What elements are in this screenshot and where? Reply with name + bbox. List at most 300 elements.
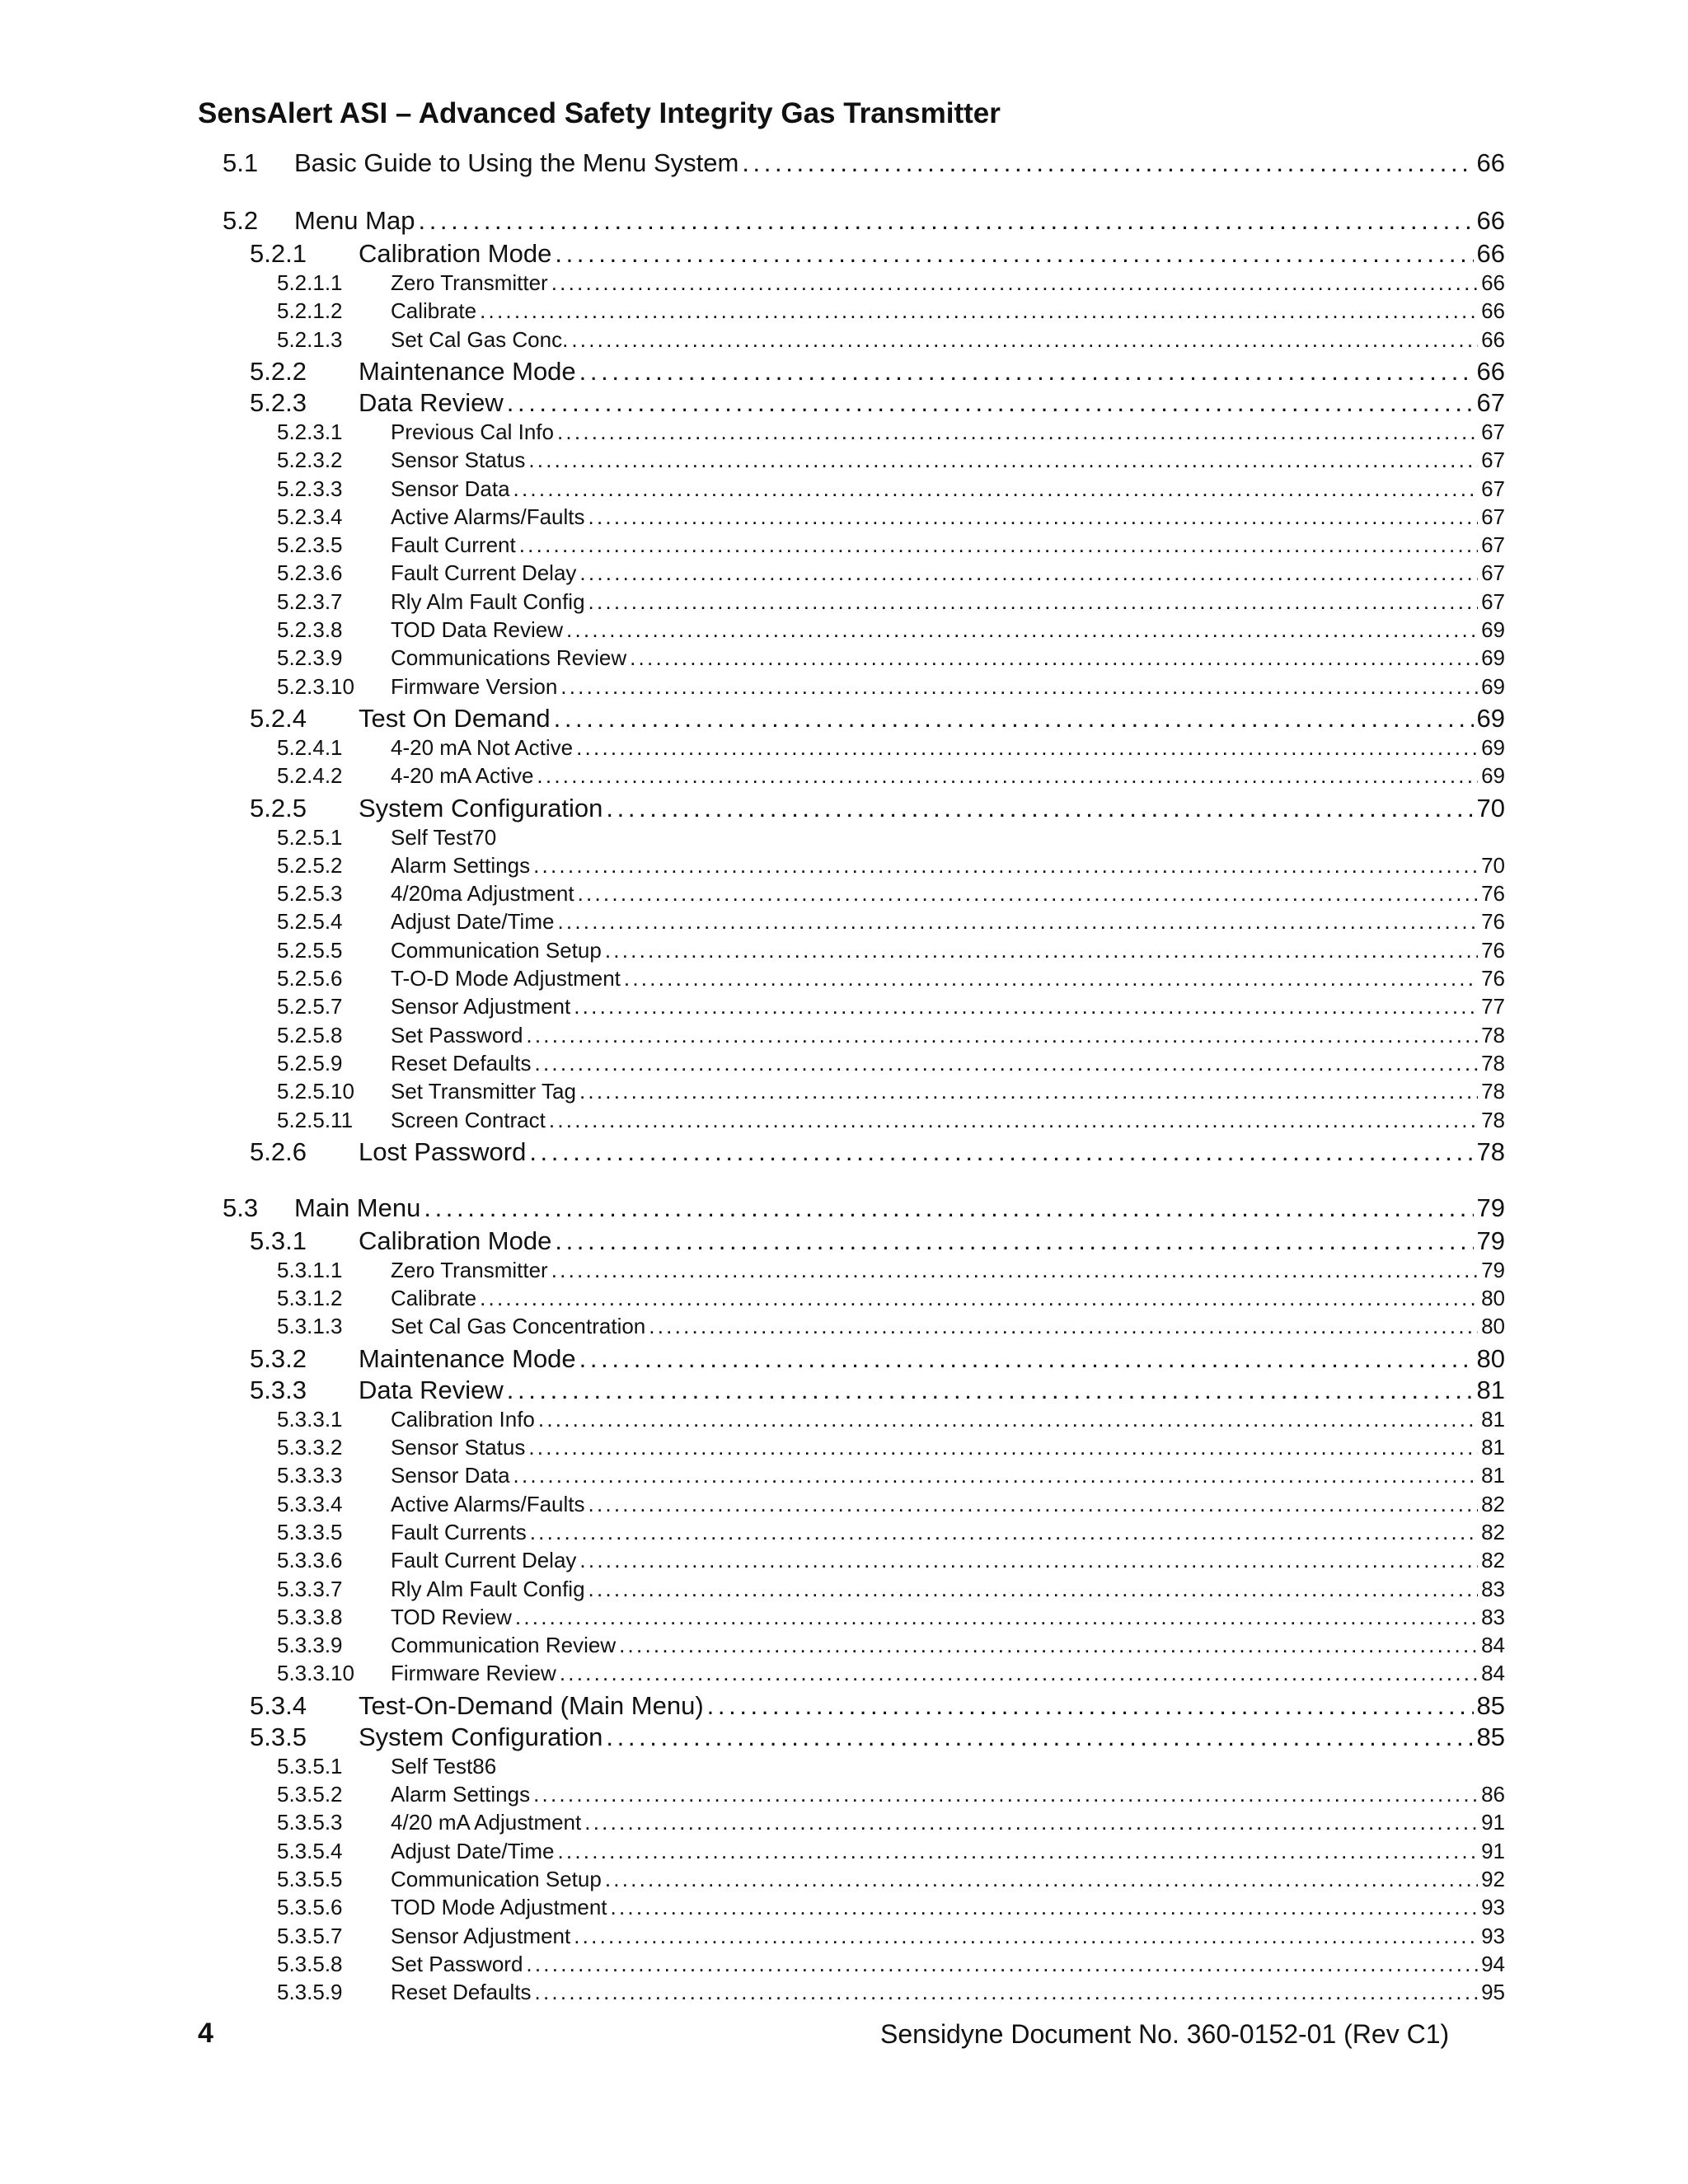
toc-entry-number: 5.2.4.1 — [277, 734, 343, 760]
toc-entry[interactable] — [277, 1492, 1505, 1517]
toc-leader-dots — [605, 1867, 1478, 1892]
toc-entry-label: Communications Review — [391, 645, 627, 671]
toc-entry[interactable] — [250, 357, 1505, 387]
toc-entry-page: 78 — [1481, 1079, 1505, 1104]
toc-entry-label: Calibration Mode — [359, 239, 552, 268]
toc-entry-label: Fault Current Delay — [391, 1548, 577, 1573]
toc-entry-page: 94 — [1481, 1951, 1505, 1976]
toc-entry-page: 66 — [1476, 206, 1505, 235]
toc-leader-dots — [418, 206, 1473, 236]
toc-entry-page: 78 — [1476, 1137, 1505, 1166]
toc-leader-dots — [480, 298, 1478, 324]
toc-entry-page: 69 — [1481, 763, 1505, 789]
toc-entry-number: 5.2.2 — [250, 356, 307, 386]
toc-entry-label: Adjust Date/Time — [391, 1838, 555, 1863]
toc-leader-dots — [533, 853, 1478, 879]
toc-entry-label: Sensor Adjustment — [391, 994, 571, 1019]
toc-leader-dots — [551, 270, 1478, 296]
toc-entry-page: 81 — [1481, 1435, 1505, 1460]
toc-entry-page: 82 — [1481, 1548, 1505, 1573]
toc-entry-label: Sensor Data — [391, 476, 510, 501]
toc-leader-dots — [588, 1492, 1479, 1517]
toc-entry[interactable] — [277, 1548, 1505, 1573]
toc-leader-dots — [513, 1463, 1479, 1488]
toc-entry-number: 5.2.3.8 — [277, 617, 343, 642]
toc-entry[interactable] — [277, 476, 1505, 502]
toc-leader-dots — [588, 504, 1479, 530]
toc-leader-dots — [538, 1407, 1478, 1432]
toc-entry-label: 4/20 mA Adjustment — [391, 1810, 582, 1835]
toc-entry-label: 4/20ma Adjustment — [391, 881, 574, 907]
toc-entry-label: Calibrate — [391, 1286, 477, 1311]
toc-entry-page: 76 — [1481, 909, 1505, 935]
toc-entry-page: 84 — [1481, 1661, 1505, 1686]
toc-entry-number: 5.3.3 — [250, 1375, 307, 1404]
document-title: SensAlert ASI – Advanced Safety Integrity Gas Transmitter — [198, 97, 1001, 129]
toc-entry[interactable] — [250, 1226, 1505, 1256]
toc-entry[interactable] — [250, 794, 1505, 823]
toc-entry-number: 5.3 — [223, 1193, 259, 1222]
toc-entry-label: Sensor Status — [391, 1435, 526, 1460]
toc-entry-label: Basic Guide to Using the Menu System — [294, 148, 739, 177]
toc-entry-page: 91 — [1481, 1810, 1505, 1835]
toc-leader-dots — [649, 1314, 1478, 1339]
toc-entry-label: Menu Map — [294, 206, 415, 235]
toc-leader-dots — [526, 1952, 1478, 1977]
toc-entry-number: 5.3.3.6 — [277, 1548, 343, 1573]
toc-entry-page: 69 — [1481, 617, 1505, 642]
toc-entry[interactable] — [250, 1376, 1505, 1405]
toc-entry-label: Self Test86 — [391, 1753, 497, 1779]
toc-entry-label: Communication Setup — [391, 1866, 602, 1891]
toc-entry-page: 85 — [1476, 1722, 1505, 1751]
toc-entry-number: 5.2.1 — [250, 239, 307, 268]
toc-entry-page: 67 — [1481, 448, 1505, 473]
toc-entry-page: 85 — [1476, 1690, 1505, 1720]
toc-leader-dots — [742, 148, 1473, 178]
toc-entry-number: 5.3.3.3 — [277, 1463, 343, 1488]
toc-entry-label: Maintenance Mode — [359, 1343, 576, 1373]
toc-entry-number: 5.1 — [223, 148, 259, 177]
toc-leader-dots — [529, 1137, 1473, 1167]
toc-leader-dots — [579, 1548, 1478, 1573]
toc-leader-dots — [480, 1286, 1478, 1311]
toc-entry-page: 70 — [1476, 793, 1505, 823]
toc-entry[interactable] — [250, 1137, 1505, 1167]
toc-entry-label: Active Alarms/Faults — [391, 1491, 585, 1516]
toc-entry-page: 81 — [1476, 1375, 1505, 1404]
toc-entry-number: 5.2.3.10 — [277, 673, 354, 699]
toc-entry-number: 5.2.3 — [250, 387, 307, 417]
toc-entry-number: 5.2.3.7 — [277, 588, 343, 614]
toc-entry[interactable] — [277, 1605, 1505, 1630]
toc-entry-label: Reset Defaults — [391, 1980, 532, 2005]
toc-leader-dots — [515, 1605, 1478, 1630]
toc-leader-dots — [574, 994, 1478, 1019]
toc-entry[interactable] — [277, 1258, 1505, 1283]
toc-entry[interactable] — [277, 617, 1505, 643]
toc-entry-page: 76 — [1481, 937, 1505, 963]
toc-entry-page: 91 — [1481, 1838, 1505, 1863]
toc-entry[interactable] — [250, 388, 1505, 418]
toc-entry-label: Set Cal Gas Concentration — [391, 1314, 646, 1339]
toc-entry[interactable] — [277, 1314, 1505, 1339]
toc-entry-page: 79 — [1481, 1257, 1505, 1282]
toc-leader-dots — [588, 589, 1479, 615]
toc-leader-dots — [560, 674, 1478, 700]
toc-entry-label: 4-20 mA Active — [391, 763, 534, 789]
toc-entry[interactable] — [223, 148, 1505, 178]
toc-entry[interactable] — [277, 1435, 1505, 1460]
toc-entry-number: 5.3.1.1 — [277, 1257, 343, 1282]
toc-entry-label: System Configuration — [359, 793, 603, 823]
toc-entry[interactable] — [277, 1286, 1505, 1311]
toc-leader-dots — [533, 1782, 1478, 1807]
toc-entry[interactable] — [277, 1407, 1505, 1432]
toc-entry-number: 5.3.3.2 — [277, 1435, 343, 1460]
toc-entry-number: 5.3.5.5 — [277, 1866, 343, 1891]
toc-entry[interactable] — [277, 735, 1505, 761]
toc-entry-page: 67 — [1481, 588, 1505, 614]
toc-entry-number: 5.2 — [223, 206, 259, 235]
toc-entry-number: 5.3.5.7 — [277, 1923, 343, 1948]
toc-entry-number: 5.3.1 — [250, 1226, 307, 1255]
toc-entry[interactable] — [277, 504, 1505, 530]
toc-leader-dots — [507, 1376, 1474, 1405]
toc-entry-page: 67 — [1481, 532, 1505, 558]
toc-entry-page: 66 — [1476, 239, 1505, 268]
toc-entry-number: 5.3.3.4 — [277, 1491, 343, 1516]
toc-entry-label: 4-20 mA Not Active — [391, 734, 574, 760]
toc-entry-page: 67 — [1481, 476, 1505, 501]
toc-entry[interactable] — [277, 1952, 1505, 1977]
toc-entry-number: 5.2.6 — [250, 1137, 307, 1166]
toc-entry[interactable] — [277, 1079, 1505, 1104]
toc-entry-page: 81 — [1481, 1406, 1505, 1432]
toc-entry[interactable] — [277, 1924, 1505, 1949]
toc-entry-number: 5.2.5.10 — [277, 1079, 354, 1104]
toc-leader-dots — [611, 1895, 1479, 1920]
toc-entry-page: 77 — [1481, 994, 1505, 1019]
toc-entry-number: 5.3.5 — [250, 1722, 307, 1751]
toc-entry-number: 5.2.5.9 — [277, 1050, 343, 1076]
toc-entry[interactable] — [277, 1023, 1505, 1048]
toc-entry-label: Alarm Settings — [391, 852, 531, 878]
toc-leader-dots — [554, 704, 1474, 733]
toc-entry-number: 5.3.5.4 — [277, 1838, 343, 1863]
toc-leader-dots — [579, 560, 1478, 586]
toc-entry-label: Communication Review — [391, 1633, 617, 1658]
toc-entry-label: Reset Defaults — [391, 1050, 532, 1076]
toc-leader-dots — [535, 1980, 1479, 2005]
toc-leader-dots — [537, 763, 1478, 789]
toc-entry-label: Test-On-Demand (Main Menu) — [359, 1690, 704, 1720]
toc-entry-number: 5.2.1.1 — [277, 270, 343, 295]
toc-leader-dots — [576, 735, 1478, 761]
toc-leader-dots — [535, 1051, 1479, 1076]
toc-entry-number: 5.2.5.8 — [277, 1022, 343, 1047]
toc-entry[interactable] — [277, 327, 1505, 353]
toc-entry[interactable] — [277, 1867, 1505, 1892]
toc-entry-label: Sensor Status — [391, 448, 526, 473]
toc-entry[interactable] — [277, 1754, 1505, 1779]
toc-entry-number: 5.3.5.3 — [277, 1810, 343, 1835]
toc-entry[interactable] — [277, 1520, 1505, 1545]
toc-entry-label: Set Password — [391, 1951, 523, 1976]
toc-entry[interactable] — [277, 1839, 1505, 1864]
toc-entry-page: 67 — [1481, 504, 1505, 529]
toc-entry-label: Test On Demand — [359, 703, 551, 733]
toc-entry[interactable] — [277, 1577, 1505, 1602]
toc-entry-number: 5.3.5.6 — [277, 1895, 343, 1920]
toc-leader-dots — [530, 1520, 1478, 1545]
toc-entry-page: 78 — [1481, 1022, 1505, 1047]
toc-entry[interactable] — [277, 1782, 1505, 1807]
toc-leader-dots — [574, 1924, 1478, 1949]
toc-entry-page: 82 — [1481, 1491, 1505, 1516]
toc-entry[interactable] — [277, 1051, 1505, 1076]
toc-entry-page: 80 — [1476, 1343, 1505, 1373]
toc-entry[interactable] — [277, 994, 1505, 1019]
toc-entry[interactable] — [277, 1895, 1505, 1920]
toc-entry-page: 93 — [1481, 1895, 1505, 1920]
toc-leader-dots — [551, 1258, 1478, 1283]
toc-leader-dots — [557, 1839, 1478, 1864]
toc-entry[interactable] — [277, 1108, 1505, 1133]
toc-entry-page: 82 — [1481, 1519, 1505, 1544]
toc-entry-number: 5.3.5.9 — [277, 1980, 343, 2005]
toc-entry-label: TOD Review — [391, 1604, 512, 1629]
toc-entry-page: 66 — [1476, 148, 1505, 177]
toc-entry-number: 5.3.2 — [250, 1343, 307, 1373]
toc-entry-number: 5.2.5.4 — [277, 909, 343, 935]
toc-entry-label: Rly Alm Fault Config — [391, 588, 585, 614]
toc-entry[interactable] — [277, 966, 1505, 991]
toc-leader-dots — [566, 617, 1478, 643]
toc-entry[interactable] — [250, 1722, 1505, 1752]
toc-entry-page: 69 — [1476, 703, 1505, 733]
toc-entry-label: TOD Mode Adjustment — [391, 1895, 607, 1920]
toc-entry[interactable] — [277, 881, 1505, 907]
toc-entry-label: Screen Contract — [391, 1107, 546, 1132]
toc-entry-page: 67 — [1476, 387, 1505, 417]
toc-entry-number: 5.3.5.8 — [277, 1951, 343, 1976]
toc-entry-number: 5.3.1.2 — [277, 1286, 343, 1311]
toc-leader-dots — [630, 645, 1478, 671]
toc-entry-page: 76 — [1481, 966, 1505, 991]
toc-entry[interactable] — [277, 270, 1505, 296]
toc-entry-page: 66 — [1481, 270, 1505, 295]
toc-entry-number: 5.2.5.7 — [277, 994, 343, 1019]
toc-entry-page: 66 — [1476, 356, 1505, 386]
toc-entry-number: 5.3.3.5 — [277, 1519, 343, 1544]
toc-entry-number: 5.3.3.10 — [277, 1661, 354, 1686]
toc-entry-page: 67 — [1481, 419, 1505, 444]
toc-entry-number: 5.2.3.9 — [277, 645, 343, 671]
toc-entry-number: 5.2.3.1 — [277, 419, 343, 444]
toc-entry-number: 5.2.1.2 — [277, 298, 343, 324]
toc-leader-dots — [526, 1023, 1478, 1048]
toc-entry-page: 93 — [1481, 1923, 1505, 1948]
toc-leader-dots — [555, 1226, 1473, 1256]
toc-entry-label: Zero Transmitter — [391, 270, 548, 295]
toc-entry-label: Communication Setup — [391, 937, 602, 963]
toc-entry[interactable] — [277, 763, 1505, 789]
toc-leader-dots — [519, 532, 1478, 558]
toc-entry[interactable] — [250, 1691, 1505, 1721]
toc-entry-page: 67 — [1481, 560, 1505, 586]
toc-entry[interactable] — [277, 938, 1505, 963]
toc-entry[interactable] — [277, 560, 1505, 586]
toc-entry[interactable] — [250, 1344, 1505, 1374]
toc-entry-page: 70 — [1481, 852, 1505, 878]
toc-entry-page: 83 — [1481, 1576, 1505, 1601]
toc-entry-number: 5.2.3.3 — [277, 476, 343, 501]
toc-entry[interactable] — [277, 448, 1505, 473]
toc-leader-dots — [584, 1810, 1478, 1835]
toc-entry-page: 66 — [1481, 326, 1505, 352]
toc-entry-label: Maintenance Mode — [359, 356, 576, 386]
toc-leader-dots — [605, 938, 1478, 963]
toc-leader-dots — [528, 448, 1478, 473]
toc-entry-number: 5.3.3.8 — [277, 1604, 343, 1629]
toc-entry[interactable] — [223, 1193, 1505, 1223]
toc-entry-label: Data Review — [359, 387, 504, 417]
toc-entry-label: Main Menu — [294, 1193, 421, 1222]
toc-entry-label: Alarm Settings — [391, 1782, 531, 1807]
toc-entry[interactable] — [277, 1810, 1505, 1835]
toc-entry-number: 5.3.3.7 — [277, 1576, 343, 1601]
document-number: Sensidyne Document No. 360-0152-01 (Rev C1) — [880, 2019, 1450, 2049]
toc-entry-page: 78 — [1481, 1107, 1505, 1132]
toc-entry-number: 5.3.3.9 — [277, 1633, 343, 1658]
toc-entry-label: Zero Transmitter — [391, 1257, 548, 1282]
toc-entry-label: Calibration Info — [391, 1406, 535, 1432]
toc-entry-page: 79 — [1476, 1226, 1505, 1255]
toc-entry[interactable] — [277, 1463, 1505, 1488]
toc-entry-label: Fault Current Delay — [391, 560, 577, 586]
toc-entry-label: Firmware Version — [391, 673, 558, 699]
toc-entry-label: Sensor Data — [391, 1463, 510, 1488]
toc-entry-page: 86 — [1481, 1782, 1505, 1807]
toc-leader-dots — [528, 1435, 1478, 1460]
toc-entry-page: 95 — [1481, 1980, 1505, 2005]
toc-leader-dots — [588, 1577, 1479, 1602]
toc-leader-dots — [579, 1344, 1474, 1374]
toc-entry-label: TOD Data Review — [391, 617, 564, 642]
toc-entry-page: 69 — [1481, 673, 1505, 699]
toc-leader-dots — [549, 1108, 1478, 1133]
toc-leader-dots — [571, 327, 1478, 353]
toc-leader-dots — [606, 1722, 1473, 1752]
toc-entry-number: 5.3.5.2 — [277, 1782, 343, 1807]
toc-entry[interactable] — [250, 239, 1505, 269]
toc-entry[interactable] — [277, 298, 1505, 324]
toc-entry-label: Data Review — [359, 1375, 504, 1404]
toc-entry-number: 5.3.1.3 — [277, 1314, 343, 1339]
page-number: 4 — [198, 2018, 213, 2049]
toc-entry-page: 69 — [1481, 734, 1505, 760]
toc-leader-dots — [707, 1691, 1474, 1721]
toc-entry-label: Adjust Date/Time — [391, 909, 555, 935]
toc-leader-dots — [579, 1079, 1478, 1104]
toc-entry-label: Calibrate — [391, 298, 477, 324]
toc-entry-page: 76 — [1481, 881, 1505, 907]
toc-entry-number: 5.2.1.3 — [277, 326, 343, 352]
toc-entry-label: Self Test70 — [391, 824, 497, 850]
toc-entry-label: Calibration Mode — [359, 1226, 552, 1255]
toc-entry-number: 5.2.5.1 — [277, 824, 343, 850]
toc-entry-number: 5.2.5.6 — [277, 966, 343, 991]
toc-leader-dots — [624, 966, 1478, 991]
toc-entry-number: 5.2.3.6 — [277, 560, 343, 586]
toc-entry[interactable] — [277, 1980, 1505, 2005]
toc-entry-page: 83 — [1481, 1604, 1505, 1629]
toc-entry-page: 80 — [1481, 1286, 1505, 1311]
toc-entry-label: Firmware Review — [391, 1661, 556, 1686]
toc-leader-dots — [606, 794, 1473, 823]
toc-entry-label: Fault Currents — [391, 1519, 527, 1544]
toc-entry[interactable] — [250, 704, 1505, 733]
toc-leader-dots — [555, 239, 1473, 269]
toc-entry-number: 5.2.3.2 — [277, 448, 343, 473]
toc-entry-label: Previous Cal Info — [391, 419, 554, 444]
toc-entry[interactable] — [277, 909, 1505, 935]
toc-entry-number: 5.2.4 — [250, 703, 307, 733]
toc-entry-page: 78 — [1481, 1050, 1505, 1076]
toc-entry-page: 79 — [1476, 1193, 1505, 1222]
toc-entry-label: Lost Password — [359, 1137, 527, 1166]
toc-entry-page: 92 — [1481, 1866, 1505, 1891]
toc-entry-number: 5.2.5.11 — [277, 1107, 354, 1132]
toc-entry-number: 5.2.5 — [250, 793, 307, 823]
toc-entry-page: 81 — [1481, 1463, 1505, 1488]
toc-entry[interactable] — [277, 853, 1505, 879]
toc-entry[interactable] — [277, 589, 1505, 615]
toc-entry-number: 5.2.5.2 — [277, 852, 343, 878]
toc-leader-dots — [507, 388, 1474, 418]
toc-entry-label: Set Password — [391, 1022, 523, 1047]
toc-leader-dots — [560, 1661, 1478, 1686]
toc-entry[interactable] — [277, 825, 1505, 851]
toc-leader-dots — [513, 476, 1479, 502]
toc-entry[interactable] — [277, 645, 1505, 671]
toc-entry[interactable] — [277, 532, 1505, 558]
toc-entry-label: T-O-D Mode Adjustment — [391, 966, 621, 991]
toc-entry-page: 69 — [1481, 645, 1505, 671]
toc-entry-number: 5.2.4.2 — [277, 763, 343, 789]
toc-entry-label: Set Cal Gas Conc. — [391, 326, 569, 352]
toc-entry-label: System Configuration — [359, 1722, 603, 1751]
toc-entry-number: 5.2.3.4 — [277, 504, 343, 529]
toc-entry[interactable] — [277, 1661, 1505, 1686]
toc-entry-label: Set Transmitter Tag — [391, 1079, 576, 1104]
toc-entry-page: 84 — [1481, 1633, 1505, 1658]
toc-leader-dots — [557, 419, 1478, 445]
toc-entry[interactable] — [277, 674, 1505, 700]
toc-leader-dots — [578, 881, 1479, 907]
toc-leader-dots — [619, 1633, 1478, 1658]
toc-entry-number: 5.2.5.3 — [277, 881, 343, 907]
toc-entry-number: 5.2.5.5 — [277, 937, 343, 963]
toc-entry[interactable] — [223, 206, 1505, 236]
toc-entry[interactable] — [277, 1633, 1505, 1658]
toc-entry-label: Rly Alm Fault Config — [391, 1576, 585, 1601]
toc-entry[interactable] — [277, 419, 1505, 445]
toc-leader-dots — [424, 1193, 1473, 1223]
toc-entry-label: Sensor Adjustment — [391, 1923, 571, 1948]
toc-entry-number: 5.3.3.1 — [277, 1406, 343, 1432]
